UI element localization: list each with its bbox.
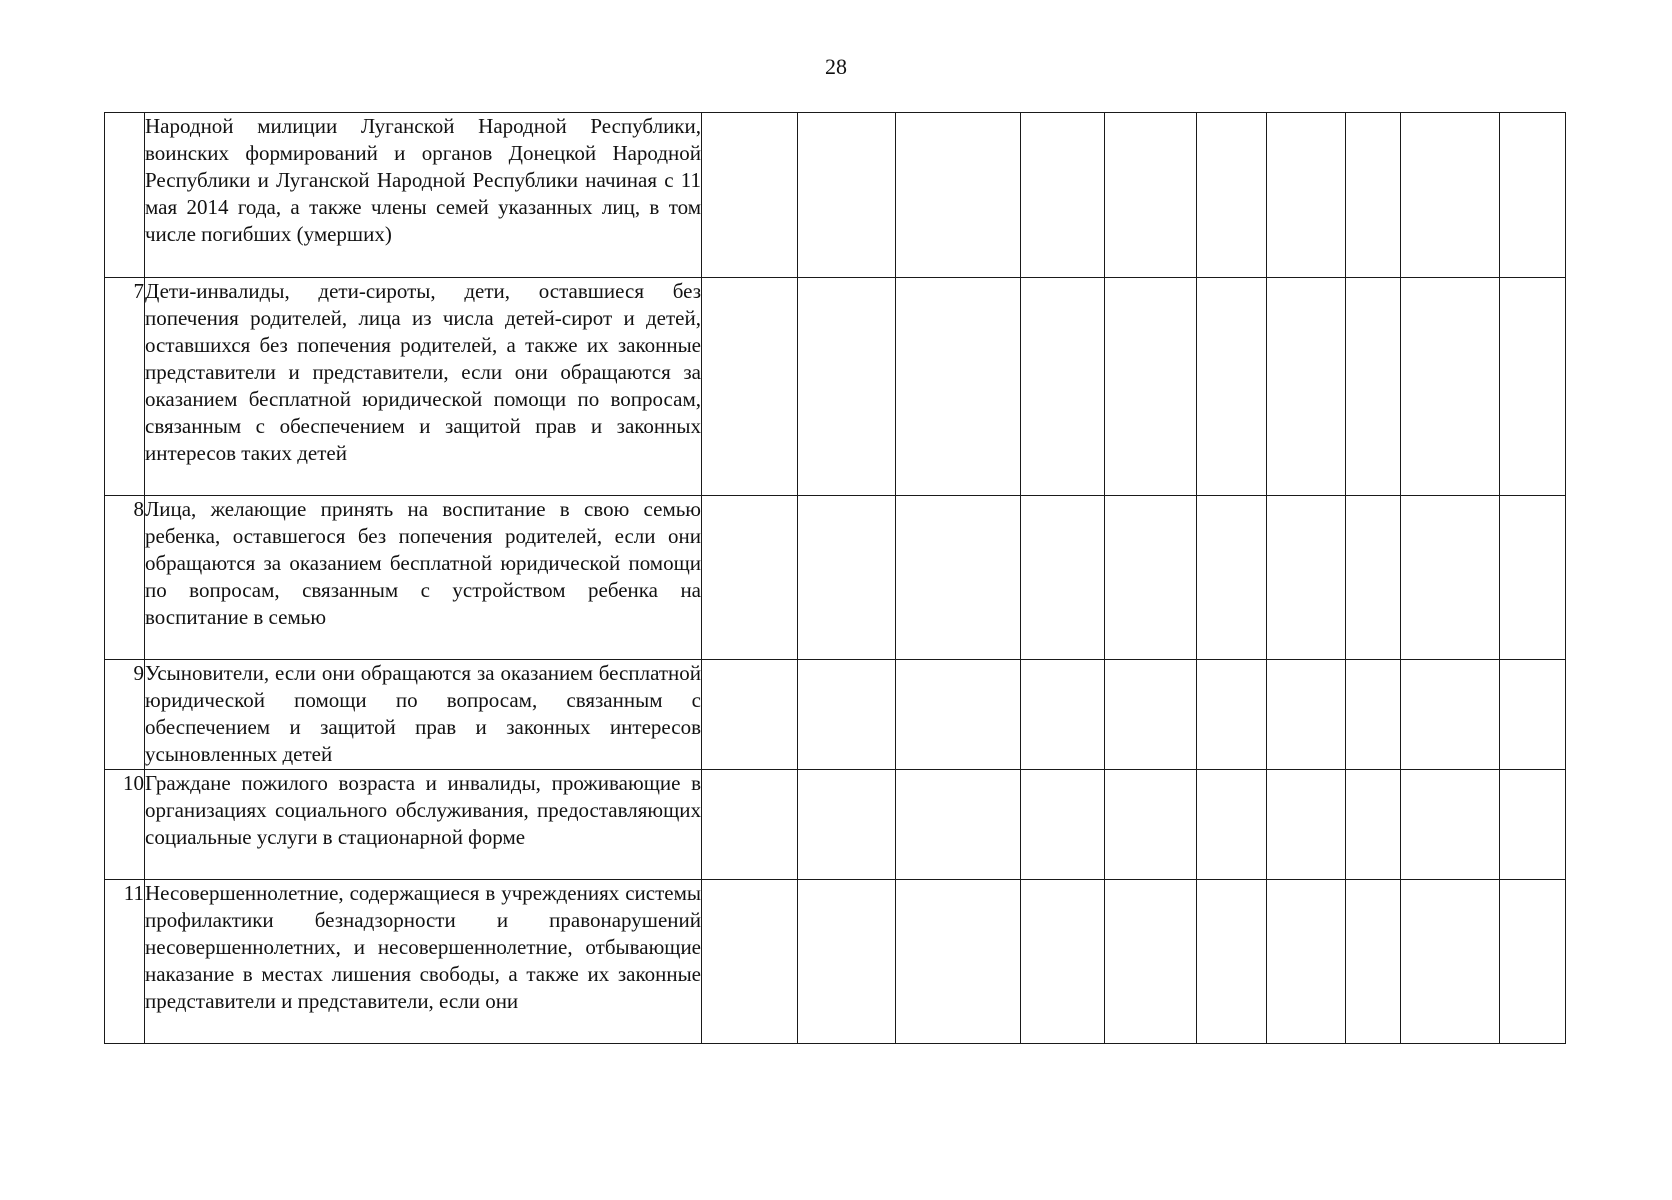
empty-cell <box>896 770 1021 880</box>
empty-cell <box>896 278 1021 496</box>
empty-cell <box>1346 770 1401 880</box>
beneficiaries-table <box>104 112 1566 1044</box>
empty-cell <box>1401 496 1500 660</box>
row-number: 8 <box>105 496 145 660</box>
empty-cell <box>798 770 896 880</box>
empty-cell <box>1500 660 1566 770</box>
table-row <box>105 113 1566 278</box>
empty-cell <box>896 660 1021 770</box>
row-number: 7 <box>105 278 145 496</box>
row-number: 11 <box>105 880 145 1044</box>
empty-cell <box>896 880 1021 1044</box>
empty-cell <box>1197 660 1267 770</box>
empty-cell <box>1346 660 1401 770</box>
row-category-text: Лица, желающие принять на воспитание в свою семью ребенка, оставшегося без попечения родителей, если они обращаются за оказанием бесплатной юридической помощи по вопросам, связанным с устройством ребенка на воспитание в семью <box>145 496 702 660</box>
empty-cell <box>1105 770 1197 880</box>
row-category-text: Народной милиции Луганской Народной Республики, воинских формирований и органов Донецкой Народной Республики и Луганской Народной Республики начиная с 11 мая 2014 года, а также члены семей указанных лиц, в том числе погибших (умерших) <box>145 113 702 278</box>
empty-cell <box>1267 496 1346 660</box>
empty-cell <box>1197 278 1267 496</box>
empty-cell <box>1500 278 1566 496</box>
empty-cell <box>702 113 798 278</box>
table-row <box>105 278 1566 496</box>
empty-cell <box>1267 880 1346 1044</box>
row-number <box>105 113 145 278</box>
empty-cell <box>1267 770 1346 880</box>
empty-cell <box>1021 113 1105 278</box>
empty-cell <box>702 496 798 660</box>
empty-cell <box>1401 770 1500 880</box>
empty-cell <box>798 660 896 770</box>
row-number: 9 <box>105 660 145 770</box>
empty-cell <box>1500 770 1566 880</box>
row-category-text: Граждане пожилого возраста и инвалиды, проживающие в организациях социального обслуживания, предоставляющих социальные услуги в стационарной форме <box>145 770 702 880</box>
row-category-text: Несовершеннолетние, содержащиеся в учреждениях системы профилактики безнадзорности и правонарушений несовершеннолетних, и несовершеннолетние, отбывающие наказание в местах лишения свободы, а также их законные представители и представители, если они <box>145 880 702 1044</box>
empty-cell <box>1105 660 1197 770</box>
empty-cell <box>798 496 896 660</box>
empty-cell <box>896 496 1021 660</box>
empty-cell <box>1346 880 1401 1044</box>
table-row <box>105 660 1566 770</box>
row-number: 10 <box>105 770 145 880</box>
empty-cell <box>702 770 798 880</box>
empty-cell <box>1021 660 1105 770</box>
empty-cell <box>1346 113 1401 278</box>
empty-cell <box>1105 496 1197 660</box>
empty-cell <box>1105 113 1197 278</box>
empty-cell <box>1021 496 1105 660</box>
row-category-text: Усыновители, если они обращаются за оказанием бесплатной юридической помощи по вопросам, связанным с обеспечением и защитой прав и законных интересов усыновленных детей <box>145 660 702 770</box>
empty-cell <box>1267 660 1346 770</box>
empty-cell <box>702 880 798 1044</box>
empty-cell <box>1500 496 1566 660</box>
table-row <box>105 496 1566 660</box>
empty-cell <box>1401 880 1500 1044</box>
table-row <box>105 880 1566 1044</box>
empty-cell <box>1401 113 1500 278</box>
empty-cell <box>798 880 896 1044</box>
empty-cell <box>1021 880 1105 1044</box>
empty-cell <box>798 113 896 278</box>
empty-cell <box>896 113 1021 278</box>
empty-cell <box>1346 278 1401 496</box>
empty-cell <box>1267 113 1346 278</box>
row-category-text: Дети-инвалиды, дети-сироты, дети, оставшиеся без попечения родителей, лица из числа детей-сирот и детей, оставшихся без попечения родителей, а также их законные представители и представители, если они обращаются за оказанием бесплатной юридической помощи по вопросам, связанным с обеспечением и защитой прав и законных интересов таких детей <box>145 278 702 496</box>
empty-cell <box>1021 770 1105 880</box>
empty-cell <box>1267 278 1346 496</box>
empty-cell <box>1500 880 1566 1044</box>
empty-cell <box>1197 770 1267 880</box>
empty-cell <box>702 278 798 496</box>
empty-cell <box>1197 496 1267 660</box>
empty-cell <box>1105 880 1197 1044</box>
empty-cell <box>1401 660 1500 770</box>
empty-cell <box>1197 880 1267 1044</box>
empty-cell <box>1021 278 1105 496</box>
empty-cell <box>1500 113 1566 278</box>
page-number: 28 <box>825 54 847 79</box>
table-row <box>105 770 1566 880</box>
empty-cell <box>1105 278 1197 496</box>
empty-cell <box>1197 113 1267 278</box>
empty-cell <box>1401 278 1500 496</box>
empty-cell <box>702 660 798 770</box>
empty-cell <box>1346 496 1401 660</box>
empty-cell <box>798 278 896 496</box>
